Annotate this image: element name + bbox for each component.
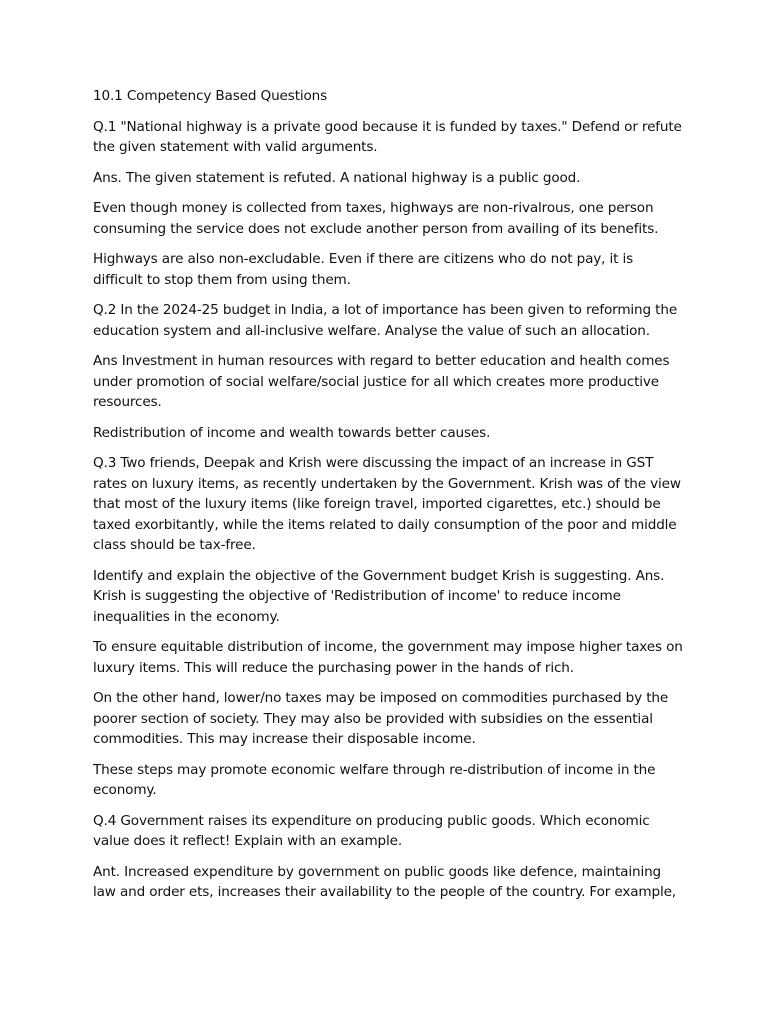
answer-3-point-subsidies: On the other hand, lower/no taxes may be imposed on commodities purchased by the poorer section of society. They may also be provided with subsidies on the essential commodities. This may increase their disposable income. [93, 690, 669, 747]
answer-1-point-rivalry: Even though money is collected from taxes, highways are non-rivalrous, one person consuming the service does not exclude another person from availing of its benefits. [93, 200, 659, 237]
question-4: Q.4 Government raises its expenditure on producing public goods. Which economic value does it reflect! Explain with an example. [93, 812, 650, 849]
question-1: Q.1 "National highway is a private good because it is funded by taxes." Defend or refute the given statement with valid arguments. [93, 118, 682, 155]
answer-2-point-redistribution: Redistribution of income and wealth towards better causes. [93, 424, 491, 441]
answer-3-point-welfare: These steps may promote economic welfare through re-distribution of income in the economy. [93, 761, 656, 798]
section-heading: 10.1 Competency Based Questions [93, 88, 328, 104]
answer-4: Ant. Increased expenditure by government on public goods like defence, maintaining law and order ets, increases their availability to the people of the country. For example, [93, 863, 676, 900]
answer-3-point-higher-taxes: To ensure equitable distribution of income, the government may impose higher taxes on luxury items. This will reduce the purchasing power in the hands of rich. [93, 639, 683, 676]
question-3: Q.3 Two friends, Deepak and Krish were discussing the impact of an increase in GST rates on luxury items, as recently undertaken by the Government. Krish was of the view that most of the luxury items (like foreign travel, imported cigarettes, etc.) should be taxed exorbitantly, while the items related to daily consumption of the poor and middle class should be tax-free. [93, 455, 681, 553]
answer-3: Identify and explain the objective of the Government budget Krish is suggesting. Ans. Krish is suggesting the objective of 'Redistribution of income' to reduce income inequalities in the economy. [93, 567, 665, 625]
answer-1-point-excludability: Highways are also non-excludable. Even if there are citizens who do not pay, it is difficult to stop them from using them. [93, 251, 634, 288]
answer-1: Ans. The given statement is refuted. A national highway is a public good. [93, 169, 581, 186]
document-body [93, 86, 683, 913]
answer-2: Ans Investment in human resources with regard to better education and health comes under promotion of social welfare/social justice for all which creates more productive resources. [93, 353, 670, 410]
question-2: Q.2 In the 2024-25 budget in India, a lot of importance has been given to reforming the education system and all-inclusive welfare. Analyse the value of such an allocation. [93, 302, 678, 339]
